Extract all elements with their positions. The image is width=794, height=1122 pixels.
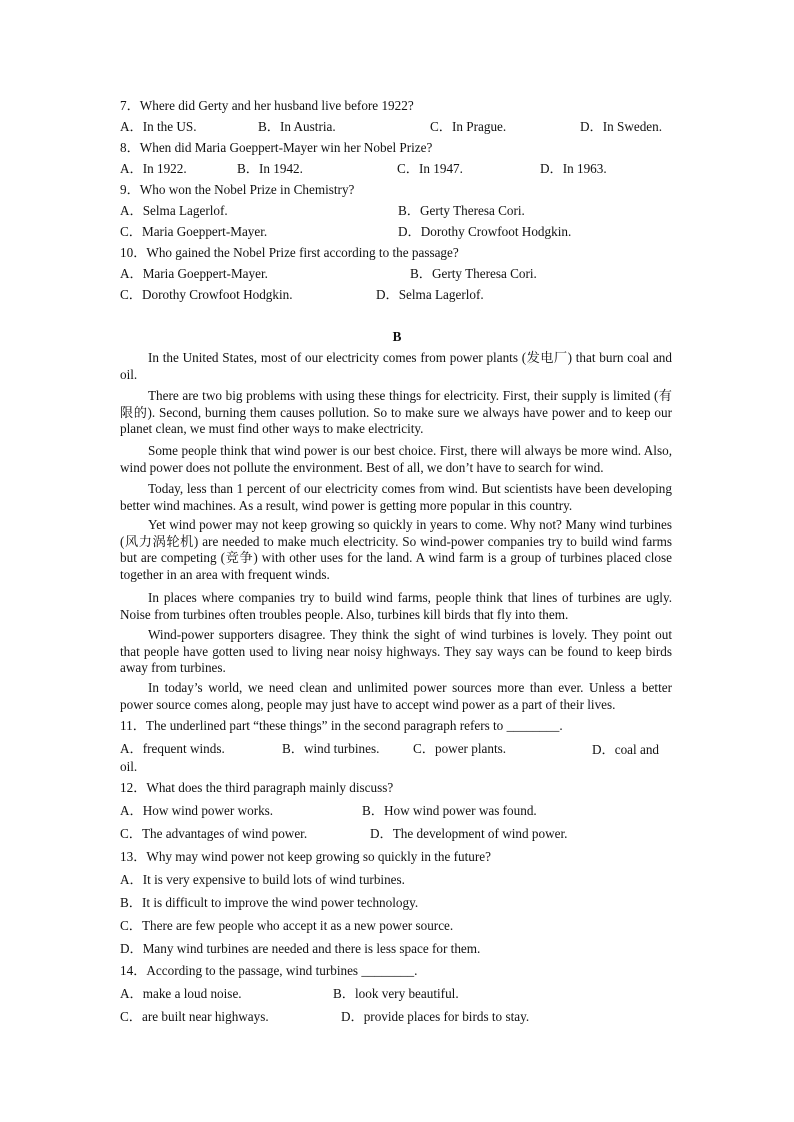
option-8b: B．In 1942. (237, 161, 303, 176)
section-b-title: B (392, 329, 402, 344)
question-number: 11． (120, 718, 146, 733)
question-text: According to the passage, wind turbines ________. (146, 963, 418, 978)
option-14a: A．make a loud noise. (120, 986, 242, 1001)
option-11a: A．frequent winds. (120, 741, 225, 756)
question-12 (120, 780, 393, 796)
question-text: Who gained the Nobel Prize first according to the passage? (146, 245, 459, 260)
question-10 (120, 245, 459, 261)
option-8c: C．In 1947. (397, 161, 463, 176)
question-text: When did Maria Goeppert-Mayer win her Nobel Prize? (139, 140, 433, 155)
passage-paragraph-5: Yet wind power may not keep growing so quickly in years to come. Why not? Many wind turbines (风力涡轮机) are needed to make much electricity. So wind-power companies try to build wind farms but are competing (竞争) with other uses for the land. A wind farm is a group of turbines placed close together in an area with frequent winds. (120, 517, 672, 582)
option-11b: B．wind turbines. (282, 741, 380, 756)
option-9d: D．Dorothy Crowfoot Hodgkin. (398, 224, 572, 239)
option-10c: C．Dorothy Crowfoot Hodgkin. (120, 287, 293, 302)
option-10a: A．Maria Goeppert-Mayer. (120, 266, 268, 281)
passage-paragraph-8: In today’s world, we need clean and unlimited power sources more than ever. Unless a better power source comes along, people may just have to accept wind power as a part of their lives. (120, 680, 672, 712)
option-9b: B．Gerty Theresa Cori. (398, 203, 525, 218)
option-13d: D．Many wind turbines are needed and there is less space for them. (120, 941, 481, 956)
question-11 (120, 718, 563, 734)
option-13c: C．There are few people who accept it as a new power source. (120, 918, 454, 933)
passage-paragraph-1: In the United States, most of our electricity comes from power plants (发电厂) that burn coal and oil. (120, 350, 672, 382)
option-10d: D．Selma Lagerlof. (376, 287, 484, 302)
option-9a: A．Selma Lagerlof. (120, 203, 228, 218)
option-9c: C．Maria Goeppert-Mayer. (120, 224, 268, 239)
question-number: 13． (120, 849, 147, 864)
passage-paragraph-4: Today, less than 1 percent of our electricity comes from wind. But scientists have been developing better wind machines. As a result, wind power is getting more popular in this country. (120, 481, 672, 513)
option-14c: C．are built near highways. (120, 1009, 269, 1024)
option-13a: A．It is very expensive to build lots of wind turbines. (120, 872, 405, 887)
question-number: 7． (120, 98, 140, 113)
option-8a: A．In 1922. (120, 161, 187, 176)
passage-paragraph-2: There are two big problems with using these things for electricity. First, their supply is limited (有限的). Second, burning them causes pollution. So to make sure we always have power and to keep our planet clean, we must find other ways to make electricity. (120, 388, 672, 436)
question-number: 10． (120, 245, 147, 260)
question-text: Who won the Nobel Prize in Chemistry? (139, 182, 355, 197)
question-13 (120, 849, 491, 865)
option-7c: C．In Prague. (430, 119, 507, 134)
option-text: D．coal and oil. (120, 742, 660, 774)
option-12d: D．The development of wind power. (370, 826, 568, 841)
option-12a: A．How wind power works. (120, 803, 274, 818)
question-number: 12． (120, 780, 147, 795)
option-7a: A．In the US. (120, 119, 197, 134)
option-13b: B．It is difficult to improve the wind power technology. (120, 895, 419, 910)
option-11d (120, 741, 665, 775)
option-14b: B．look very beautiful. (333, 986, 459, 1001)
question-number: 14． (120, 963, 147, 978)
question-text: What does the third paragraph mainly discuss? (146, 780, 394, 795)
option-7d: D．In Sweden. (580, 119, 663, 134)
option-10b: B．Gerty Theresa Cori. (410, 266, 537, 281)
option-14d: D．provide places for birds to stay. (341, 1009, 530, 1024)
passage-paragraph-7: Wind-power supporters disagree. They think the sight of wind turbines is lovely. They point out that people have gotten used to living near noisy highways. They say ways can be found to keep birds away from turbines. (120, 627, 672, 675)
question-8 (120, 140, 432, 156)
passage-paragraph-3: Some people think that wind power is our best choice. First, there will always be more wind. Also, wind power does not pollute the environment. Best of all, we don’t have to search for wind. (120, 443, 672, 475)
question-text: Where did Gerty and her husband live before 1922? (139, 98, 414, 113)
question-number: 8． (120, 140, 140, 155)
question-text: Why may wind power not keep growing so quickly in the future? (146, 849, 492, 864)
option-12b: B．How wind power was found. (362, 803, 537, 818)
passage-paragraph-6: In places where companies try to build wind farms, people think that lines of turbines are ugly. Noise from turbines often troubles people. Also, turbines kill birds that fly into them. (120, 590, 672, 622)
option-12c: C．The advantages of wind power. (120, 826, 308, 841)
question-7 (120, 98, 414, 114)
question-14 (120, 963, 417, 979)
question-number: 9． (120, 182, 140, 197)
option-8d: D．In 1963. (540, 161, 607, 176)
option-11c: C．power plants. (413, 741, 507, 756)
question-text: The underlined part “these things” in the second paragraph refers to ________. (145, 718, 563, 733)
question-9 (120, 182, 354, 198)
option-7b: B．In Austria. (258, 119, 336, 134)
